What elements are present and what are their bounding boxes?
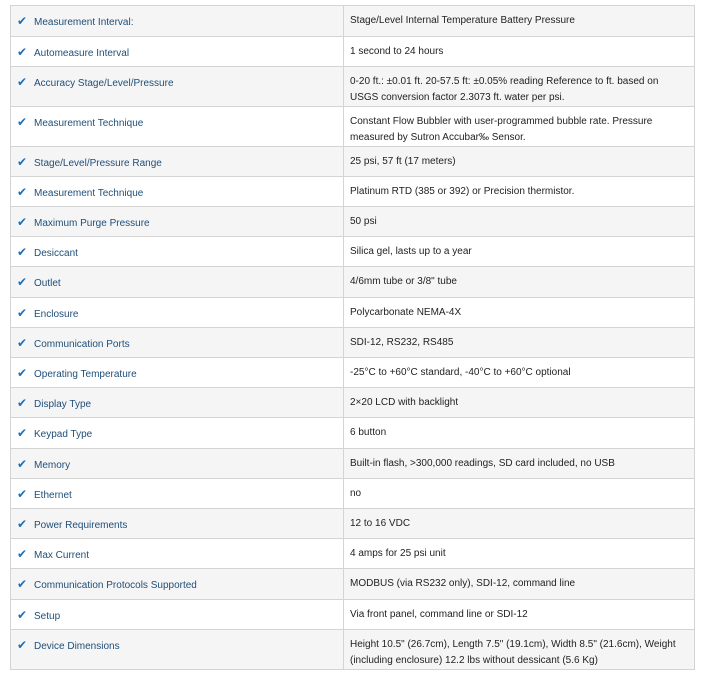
spec-value: Stage/Level Internal Temperature Battery Pressure xyxy=(344,6,695,37)
spec-label: Keypad Type xyxy=(34,429,93,440)
spec-row xyxy=(11,539,695,569)
spec-label: Automeasure Interval xyxy=(34,48,130,59)
spec-label: Setup xyxy=(34,611,61,622)
spec-label-cell xyxy=(11,388,344,418)
checkmark-icon: ✔ xyxy=(16,306,28,320)
spec-label: Ethernet xyxy=(34,490,72,501)
spec-value: 0-20 ft.: ±0.01 ft. 20-57.5 ft: ±0.05% reading Reference to ft. based on USGS conversion factor 2.3073 ft. water per psi. xyxy=(344,67,695,107)
spec-label: Desiccant xyxy=(34,248,78,259)
spec-label: Communication Ports xyxy=(34,339,130,350)
spec-row xyxy=(11,107,695,147)
spec-label-cell xyxy=(11,147,344,177)
spec-label-cell xyxy=(11,449,344,479)
spec-label-cell xyxy=(11,509,344,539)
spec-row xyxy=(11,67,695,107)
spec-label-cell xyxy=(11,177,344,207)
spec-label: Device Dimensions xyxy=(34,641,120,652)
spec-row xyxy=(11,358,695,388)
spec-value: no xyxy=(344,479,695,509)
spec-label-cell xyxy=(11,358,344,388)
spec-label: Measurement Technique xyxy=(34,118,144,129)
spec-value: Silica gel, lasts up to a year xyxy=(344,237,695,267)
spec-value: Polycarbonate NEMA-4X xyxy=(344,298,695,328)
spec-row xyxy=(11,6,695,37)
spec-label-cell xyxy=(11,207,344,237)
spec-label: Enclosure xyxy=(34,309,79,320)
spec-row xyxy=(11,37,695,67)
spec-value: 12 to 16 VDC xyxy=(344,509,695,539)
spec-value: Built-in flash, >300,000 readings, SD card included, no USB xyxy=(344,449,695,479)
spec-label-cell xyxy=(11,6,344,37)
checkmark-icon: ✔ xyxy=(16,155,28,169)
checkmark-icon: ✔ xyxy=(16,14,28,28)
spec-label-cell xyxy=(11,630,344,670)
spec-label: Display Type xyxy=(34,399,92,410)
spec-value: SDI-12, RS232, RS485 xyxy=(344,328,695,358)
spec-value: 4/6mm tube or 3/8" tube xyxy=(344,267,695,298)
checkmark-icon: ✔ xyxy=(16,396,28,410)
spec-value: MODBUS (via RS232 only), SDI-12, command line xyxy=(344,569,695,600)
checkmark-icon: ✔ xyxy=(16,487,28,501)
spec-value: Height 10.5" (26.7cm), Length 7.5" (19.1cm), Width 8.5" (21.6cm), Weight (including enclosure) 12.2 lbs without dessicant (5.6 Kg) xyxy=(344,630,695,670)
spec-table-body xyxy=(11,6,695,670)
spec-row xyxy=(11,600,695,630)
spec-label-cell xyxy=(11,107,344,147)
spec-row xyxy=(11,479,695,509)
checkmark-icon: ✔ xyxy=(16,366,28,380)
spec-value: 4 amps for 25 psi unit xyxy=(344,539,695,569)
spec-value: 2×20 LCD with backlight xyxy=(344,388,695,418)
spec-table xyxy=(10,5,695,670)
checkmark-icon: ✔ xyxy=(16,336,28,350)
checkmark-icon: ✔ xyxy=(16,45,28,59)
spec-label-cell xyxy=(11,298,344,328)
spec-row xyxy=(11,449,695,479)
spec-label: Outlet xyxy=(34,278,61,289)
spec-row xyxy=(11,207,695,237)
spec-label-cell xyxy=(11,267,344,298)
spec-label-cell xyxy=(11,600,344,630)
spec-label-cell xyxy=(11,328,344,358)
spec-label: Communication Protocols Supported xyxy=(34,580,197,591)
spec-value: 6 button xyxy=(344,418,695,449)
checkmark-icon: ✔ xyxy=(16,577,28,591)
spec-row xyxy=(11,569,695,600)
spec-value: 1 second to 24 hours xyxy=(344,37,695,67)
spec-value: Platinum RTD (385 or 392) or Precision thermistor. xyxy=(344,177,695,207)
spec-label-cell xyxy=(11,539,344,569)
checkmark-icon: ✔ xyxy=(16,185,28,199)
spec-label-cell xyxy=(11,67,344,107)
spec-label: Stage/Level/Pressure Range xyxy=(34,158,162,169)
spec-value: 25 psi, 57 ft (17 meters) xyxy=(344,147,695,177)
spec-label-cell xyxy=(11,479,344,509)
spec-label: Power Requirements xyxy=(34,520,128,531)
checkmark-icon: ✔ xyxy=(16,426,28,440)
spec-row xyxy=(11,630,695,670)
spec-row xyxy=(11,267,695,298)
spec-row xyxy=(11,298,695,328)
spec-value: -25°C to +60°C standard, -40°C to +60°C optional xyxy=(344,358,695,388)
checkmark-icon: ✔ xyxy=(16,608,28,622)
spec-label: Maximum Purge Pressure xyxy=(34,218,150,229)
spec-label-cell xyxy=(11,237,344,267)
spec-row xyxy=(11,237,695,267)
checkmark-icon: ✔ xyxy=(16,638,28,652)
spec-value: 50 psi xyxy=(344,207,695,237)
checkmark-icon: ✔ xyxy=(16,547,28,561)
checkmark-icon: ✔ xyxy=(16,245,28,259)
spec-row xyxy=(11,177,695,207)
spec-label: Operating Temperature xyxy=(34,369,137,380)
spec-label-cell xyxy=(11,569,344,600)
spec-row xyxy=(11,328,695,358)
spec-row xyxy=(11,147,695,177)
spec-label: Measurement Interval: xyxy=(34,17,134,28)
checkmark-icon: ✔ xyxy=(16,275,28,289)
spec-label: Measurement Technique xyxy=(34,188,144,199)
spec-label: Accuracy Stage/Level/Pressure xyxy=(34,78,174,89)
spec-label: Memory xyxy=(34,460,71,471)
checkmark-icon: ✔ xyxy=(16,115,28,129)
checkmark-icon: ✔ xyxy=(16,457,28,471)
spec-label: Max Current xyxy=(34,550,90,561)
checkmark-icon: ✔ xyxy=(16,215,28,229)
checkmark-icon: ✔ xyxy=(16,517,28,531)
spec-row xyxy=(11,418,695,449)
checkmark-icon: ✔ xyxy=(16,75,28,89)
spec-value: Via front panel, command line or SDI-12 xyxy=(344,600,695,630)
spec-label-cell xyxy=(11,418,344,449)
spec-value: Constant Flow Bubbler with user-programmed bubble rate. Pressure measured by Sutron Accubar‰ Sensor. xyxy=(344,107,695,147)
spec-row xyxy=(11,509,695,539)
spec-row xyxy=(11,388,695,418)
spec-label-cell xyxy=(11,37,344,67)
